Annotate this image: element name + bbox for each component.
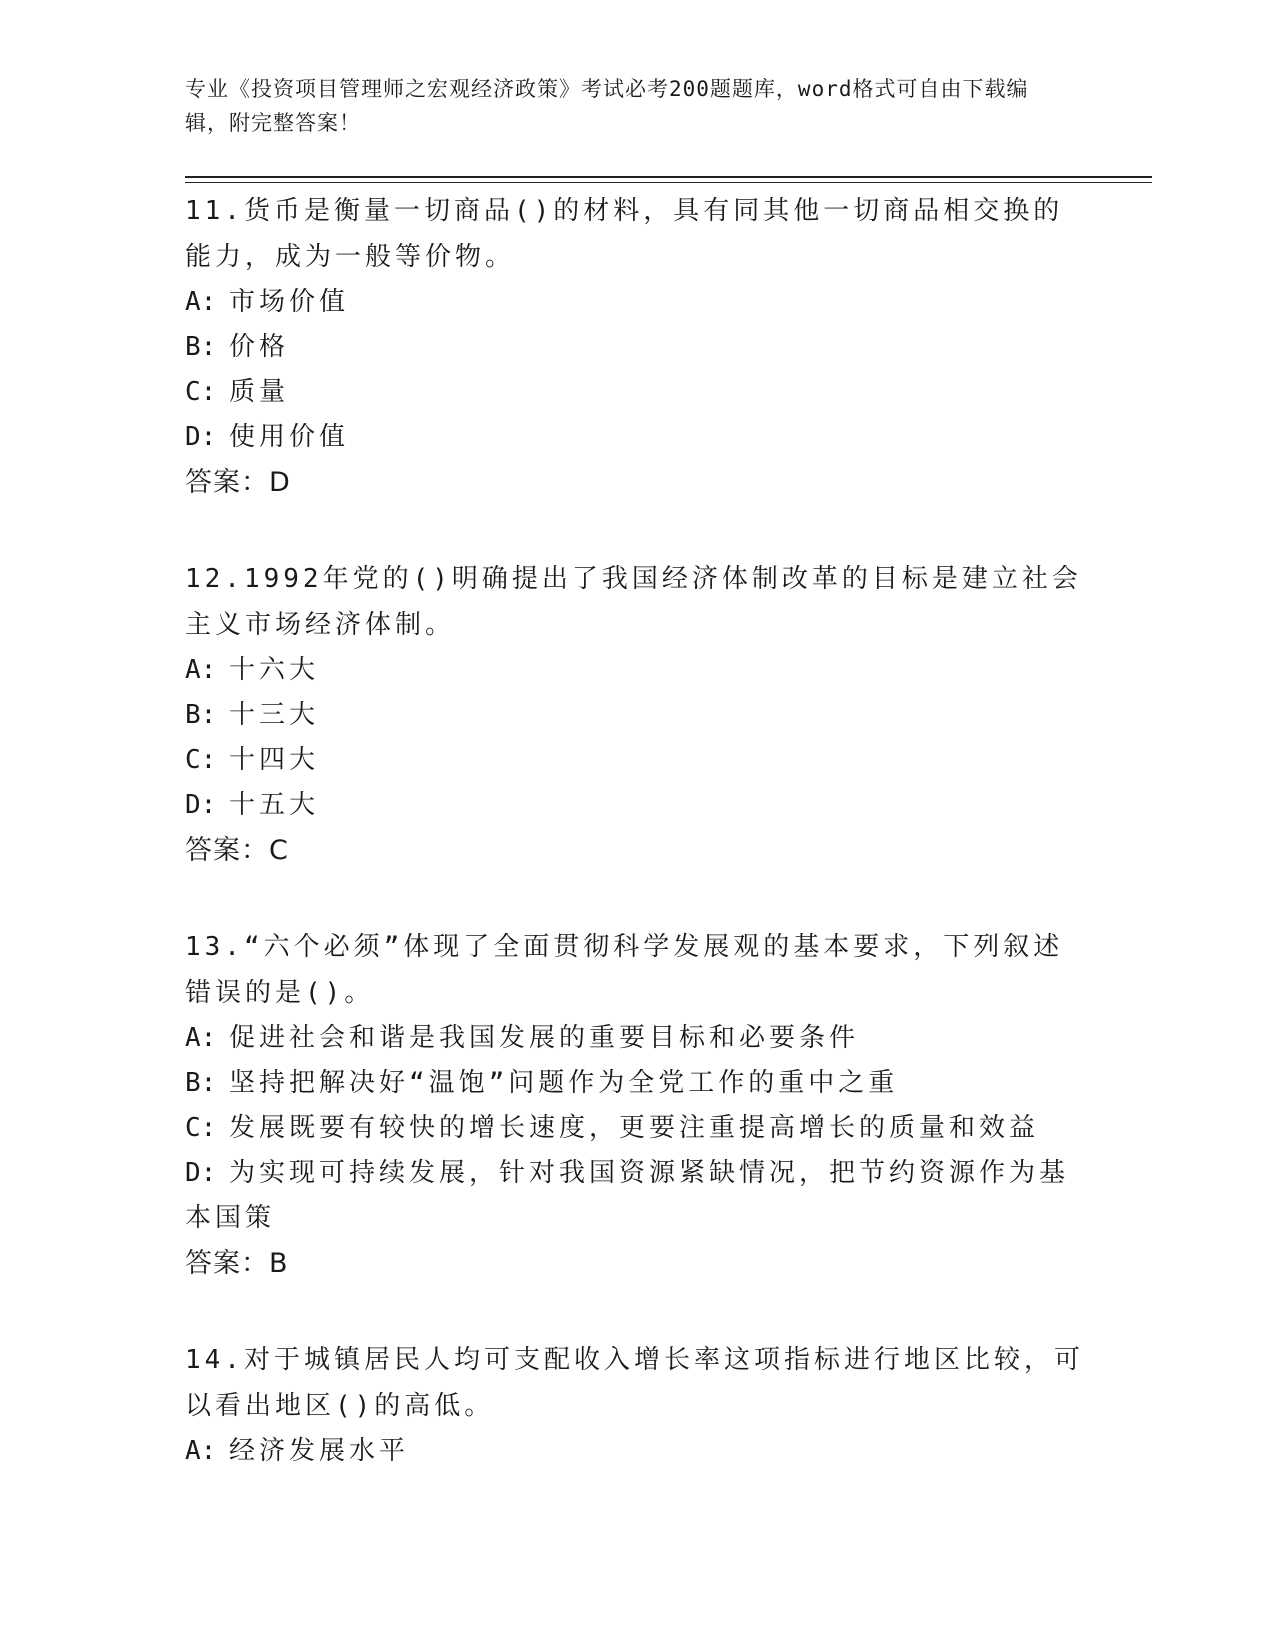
option-a <box>185 1016 1085 1061</box>
option-b <box>185 693 1085 738</box>
option-a <box>185 280 1085 325</box>
header-divider-thin <box>185 182 1152 183</box>
option-letter: B: <box>185 700 217 730</box>
option-text: 为实现可持续发展，针对我国资源紧缺情况，把节约资源作为基本国策 <box>185 1158 1070 1233</box>
option-text: 发展既要有较快的增长速度，更要注重提高增长的质量和效益 <box>229 1113 1040 1143</box>
option-text: 十六大 <box>229 655 320 685</box>
option-letter: B: <box>185 1068 217 1098</box>
option-b <box>185 325 1085 370</box>
option-letter: A: <box>185 1023 217 1053</box>
option-letter: D: <box>185 1158 217 1188</box>
question-13 <box>185 924 1085 1287</box>
option-d <box>185 783 1085 828</box>
option-letter: D: <box>185 422 217 452</box>
option-c <box>185 370 1085 415</box>
option-text: 价格 <box>229 332 290 362</box>
answer-line: 答案：C <box>185 835 289 866</box>
option-text: 质量 <box>229 377 290 407</box>
option-a <box>185 648 1085 693</box>
answer-line: 答案：D <box>185 467 291 498</box>
option-a <box>185 1429 1085 1474</box>
option-letter: B: <box>185 332 217 362</box>
option-text: 十四大 <box>229 745 320 775</box>
option-letter: C: <box>185 1113 217 1143</box>
question-text: 14.对于城镇居民人均可支配收入增长率这项指标进行地区比较，可以看出地区()的高低。 <box>185 1345 1084 1421</box>
option-d <box>185 1151 1085 1241</box>
question-text: 13.“六个必须”体现了全面贯彻科学发展观的基本要求，下列叙述错误的是()。 <box>185 932 1064 1008</box>
question-text: 12.1992年党的()明确提出了我国经济体制改革的目标是建立社会主义市场经济体制。 <box>185 564 1082 640</box>
option-letter: D: <box>185 790 217 820</box>
question-list <box>185 188 1085 1524</box>
question-text: 11.货币是衡量一切商品()的材料，具有同其他一切商品相交换的能力，成为一般等价物。 <box>185 196 1064 272</box>
question-14 <box>185 1337 1085 1474</box>
option-text: 十五大 <box>229 790 320 820</box>
option-text: 使用价值 <box>229 422 350 452</box>
header-divider-thick <box>185 176 1152 178</box>
answer-line: 答案：B <box>185 1248 289 1279</box>
option-text: 市场价值 <box>229 287 350 317</box>
question-12 <box>185 556 1085 874</box>
document-intro: 专业《投资项目管理师之宏观经济政策》考试必考200题题库，word格式可自由下载编辑，附完整答案！ <box>185 77 1029 135</box>
option-c <box>185 738 1085 783</box>
option-letter: A: <box>185 655 217 685</box>
option-text: 十三大 <box>229 700 320 730</box>
option-b <box>185 1061 1085 1106</box>
option-text: 坚持把解决好“温饱”问题作为全党工作的重中之重 <box>229 1068 899 1098</box>
option-letter: A: <box>185 287 217 317</box>
option-letter: C: <box>185 377 217 407</box>
option-text: 经济发展水平 <box>229 1436 410 1466</box>
option-letter: C: <box>185 745 217 775</box>
option-d <box>185 415 1085 460</box>
option-letter: A: <box>185 1436 217 1466</box>
question-11 <box>185 188 1085 506</box>
option-text: 促进社会和谐是我国发展的重要目标和必要条件 <box>229 1023 860 1053</box>
option-c <box>185 1106 1085 1151</box>
